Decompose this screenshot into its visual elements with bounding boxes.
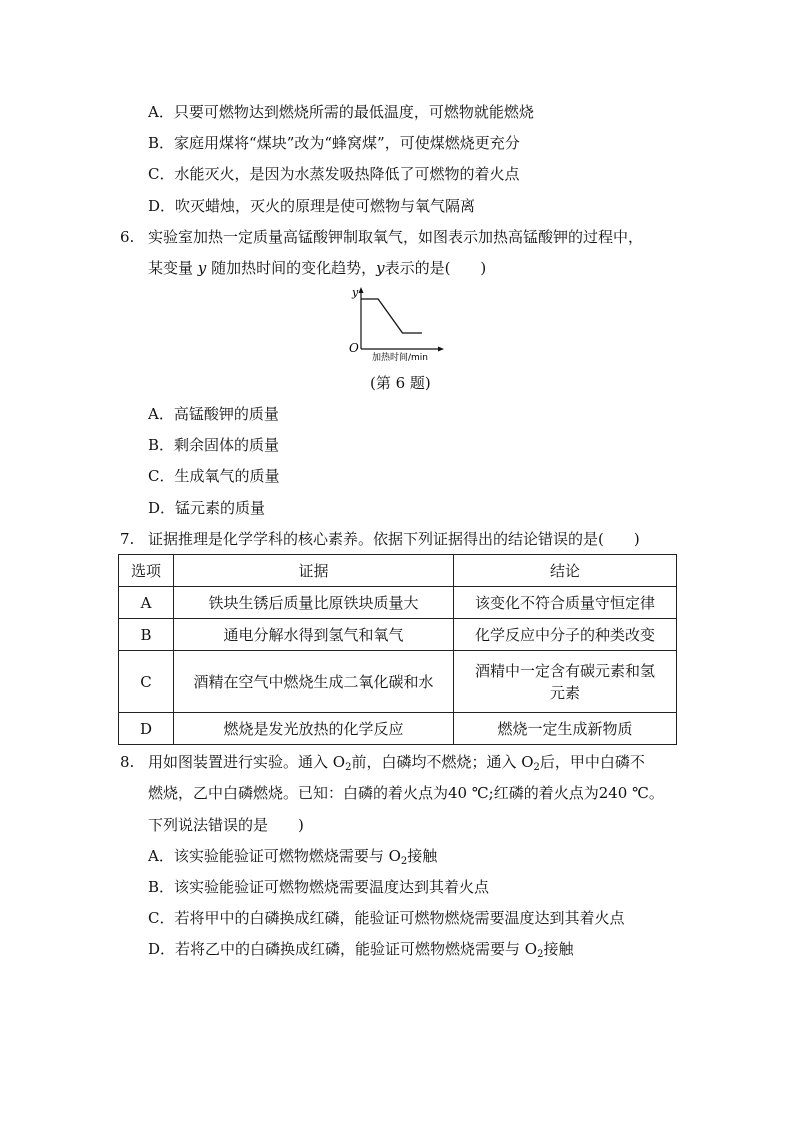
header-option: 选项	[119, 555, 174, 587]
q6-option-c: C．生成氧气的质量	[148, 467, 280, 485]
q8-option-b: B．该实验能验证可燃物燃烧需要温度达到其着火点	[148, 878, 490, 896]
table-row	[119, 713, 677, 745]
q6-stem-line2	[148, 258, 486, 278]
cell-conclusion	[454, 651, 677, 713]
cell-option: C	[119, 651, 174, 713]
q6-option-a: A．高锰酸钾的质量	[148, 405, 279, 423]
q5-option-b: B．家庭用煤将“煤块”改为“蜂窝煤”，可使煤燃烧更充分	[148, 134, 520, 152]
q8-option-a-text-2: 接触	[407, 847, 438, 865]
q5-option-a: A．只要可燃物达到燃烧所需的最低温度，可燃物就能燃烧	[148, 103, 534, 121]
x-axis-label: 加热时间/min	[372, 353, 429, 363]
cell-option: A	[119, 587, 174, 619]
x-axis-arrow	[438, 347, 444, 352]
cell-conclusion: 燃烧一定生成新物质	[454, 713, 677, 745]
table-header-row	[119, 555, 677, 587]
q6-stem-text-a: 某变量	[148, 259, 194, 277]
q6-variable-y-2: y	[376, 259, 385, 277]
cell-evidence: 燃烧是发光放热的化学反应	[174, 713, 454, 745]
q8-number: 8.	[120, 753, 135, 771]
q6-stem-line1: 实验室加热一定质量高锰酸钾制取氧气，如图表示加热高锰酸钾的过程中，	[148, 228, 644, 246]
q8-stem-line1	[148, 752, 645, 772]
cell-conclusion-line2: 元素	[549, 683, 580, 702]
q8-sub: 2	[345, 762, 352, 773]
header-conclusion: 结论	[454, 555, 677, 587]
q6-option-b: B．剩余固体的质量	[148, 436, 280, 454]
q6-chart	[340, 283, 450, 365]
q8-text-b: 前，白磷均不燃烧；通入 O	[351, 753, 534, 771]
q8-text-a: 用如图装置进行实验。通入 O	[148, 753, 346, 771]
q7-stem: 证据推理是化学学科的核心素养。依据下列证据得出的结论错误的是( )	[148, 530, 640, 548]
cell-option: B	[119, 619, 174, 651]
q8-stem-line3: 下列说法错误的是 )	[148, 816, 304, 834]
q8-stem-line2: 燃烧，乙中白磷燃烧。已知：白磷的着火点为40 ℃;红磷的着火点为240 ℃。	[148, 784, 664, 802]
evidence-table	[118, 554, 677, 745]
q5-option-d: D．吹灭蜡烛，灭火的原理是使可燃物与氧气隔离	[148, 197, 476, 215]
q8-option-c: C．若将甲中的白磷换成红磷，能验证可燃物燃烧需要温度达到其着火点	[148, 909, 625, 927]
q8-text-c: 后，甲中白磷不	[539, 753, 645, 771]
y-axis-label: y	[352, 286, 359, 299]
q8-sub: 2	[400, 856, 408, 867]
q6-variable-y: y	[197, 259, 207, 277]
cell-conclusion: 化学反应中分子的种类改变	[454, 619, 677, 651]
q8-option-a-text: A．该实验能验证可燃物燃烧需要与 O	[148, 847, 401, 865]
table-row	[119, 651, 677, 713]
q8-option-d-text: D．若将乙中的白磷换成红磷，能验证可燃物燃烧需要与 O	[148, 940, 538, 958]
cell-evidence: 铁块生锈后质量比原铁块质量大	[174, 587, 454, 619]
series-line	[361, 299, 422, 333]
y-axis-arrow	[359, 287, 364, 293]
q8-option-d-text-2: 接触	[543, 940, 574, 958]
q8-option-d	[148, 939, 574, 959]
q6-option-d: D．锰元素的质量	[148, 499, 266, 517]
table-row	[119, 587, 677, 619]
q6-stem-text-c: 表示的是( )	[384, 259, 487, 277]
q6-figure-caption: (第 6 题)	[370, 374, 431, 392]
q5-option-c: C．水能灭火，是因为水蒸发吸热降低了可燃物的着火点	[148, 165, 520, 183]
cell-conclusion: 该变化不符合质量守恒定律	[454, 587, 677, 619]
cell-option: D	[119, 713, 174, 745]
q8-option-a	[148, 846, 437, 866]
origin-label: O	[349, 341, 359, 355]
cell-evidence: 通电分解水得到氢气和氧气	[174, 619, 454, 651]
cell-conclusion-line1: 酒精中一定含有碳元素和氢	[474, 661, 655, 680]
q8-sub: 2	[537, 949, 544, 960]
cell-evidence: 酒精在空气中燃烧生成二氧化碳和水	[174, 651, 454, 713]
q6-number: 6.	[120, 228, 135, 246]
q6-stem-text-b: 随加热时间的变化趋势，	[211, 259, 377, 277]
q7-number: 7.	[120, 530, 135, 548]
q8-sub: 2	[533, 762, 540, 773]
table-row	[119, 619, 677, 651]
header-evidence: 证据	[174, 555, 454, 587]
